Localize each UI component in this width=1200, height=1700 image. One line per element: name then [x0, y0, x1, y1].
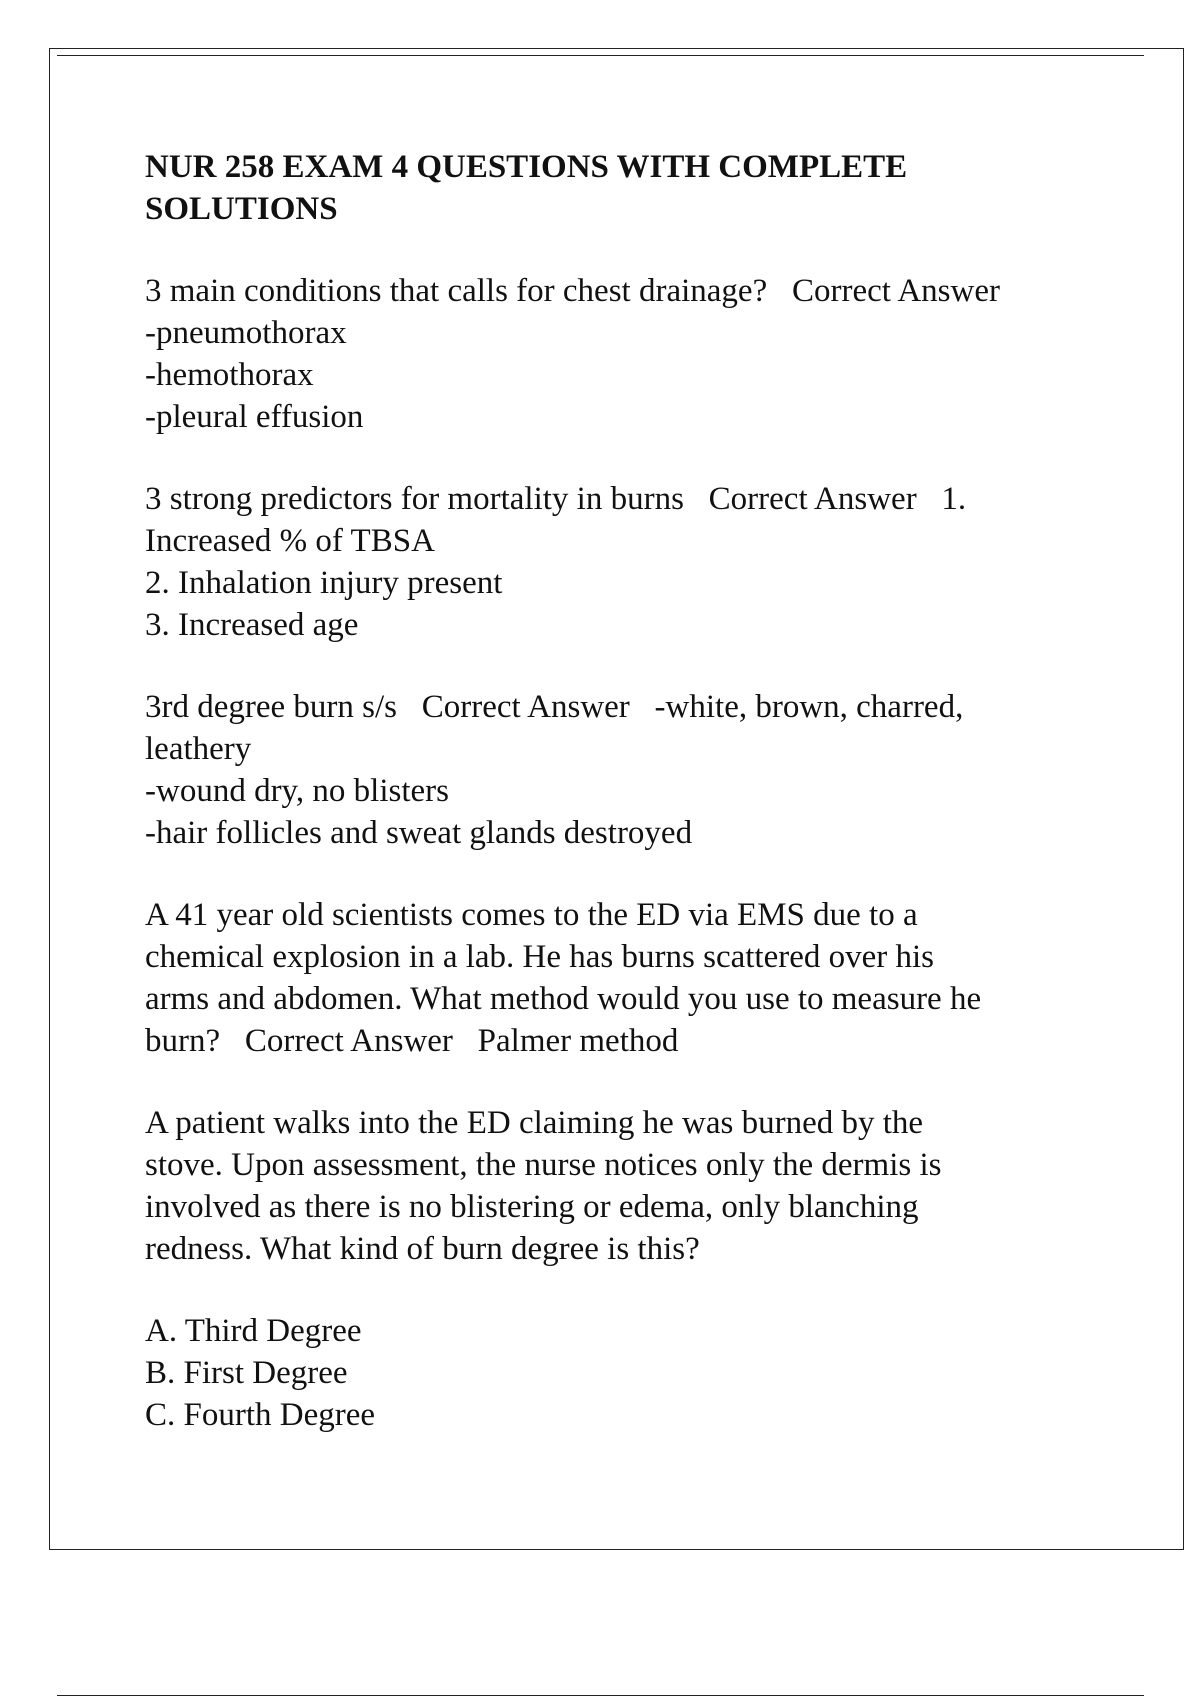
qa-item-palmer-method: [145, 894, 1105, 1062]
qa-item-burn-mortality: [145, 478, 1105, 646]
bottom-rule: [57, 1695, 1144, 1696]
option-a: A. Third Degree: [145, 1313, 362, 1349]
option-b: B. First Degree: [145, 1355, 348, 1391]
qa-item-third-degree-burn: [145, 686, 1105, 854]
question-line: 3 strong predictors for mortality in burns Correct Answer 1.: [145, 481, 967, 517]
answer-line: -wound dry, no blisters: [145, 773, 449, 809]
answer-line: -pleural effusion: [145, 399, 364, 435]
answer-line: 2. Inhalation injury present: [145, 565, 503, 601]
question-line: arms and abdomen. What method would you use to measure he: [145, 981, 982, 1017]
question-line: chemical explosion in a lab. He has burns scattered over his: [145, 939, 935, 975]
answer-options: [145, 1310, 1105, 1436]
answer-line: Increased % of TBSA: [145, 523, 435, 559]
answer-line: -pneumothorax: [145, 315, 347, 351]
answer-line: leathery: [145, 731, 252, 767]
answer-line: -hemothorax: [145, 357, 314, 393]
answer-line: burn? Correct Answer Palmer method: [145, 1023, 679, 1059]
question-line: 3rd degree burn s/s Correct Answer -white, brown, charred,: [145, 689, 964, 725]
document-title: NUR 258 EXAM 4 QUESTIONS WITH COMPLETE SOLUTIONS: [145, 149, 908, 227]
document-body: [145, 140, 1105, 1476]
qa-item-chest-drainage: [145, 270, 1105, 438]
answer-line: 3. Increased age: [145, 607, 359, 643]
option-c: C. Fourth Degree: [145, 1397, 376, 1433]
question-line: stove. Upon assessment, the nurse notices only the dermis is: [145, 1147, 942, 1183]
question-line: 3 main conditions that calls for chest drainage? Correct Answer: [145, 273, 1000, 309]
answer-line: -hair follicles and sweat glands destroyed: [145, 815, 693, 851]
question-line: A patient walks into the ED claiming he was burned by the: [145, 1105, 924, 1141]
question-line: involved as there is no blistering or edema, only blanching: [145, 1189, 919, 1225]
qa-item-burn-degree-question: [145, 1102, 1105, 1270]
question-line: redness. What kind of burn degree is this?: [145, 1231, 700, 1267]
question-line: A 41 year old scientists comes to the ED via EMS due to a: [145, 897, 918, 933]
